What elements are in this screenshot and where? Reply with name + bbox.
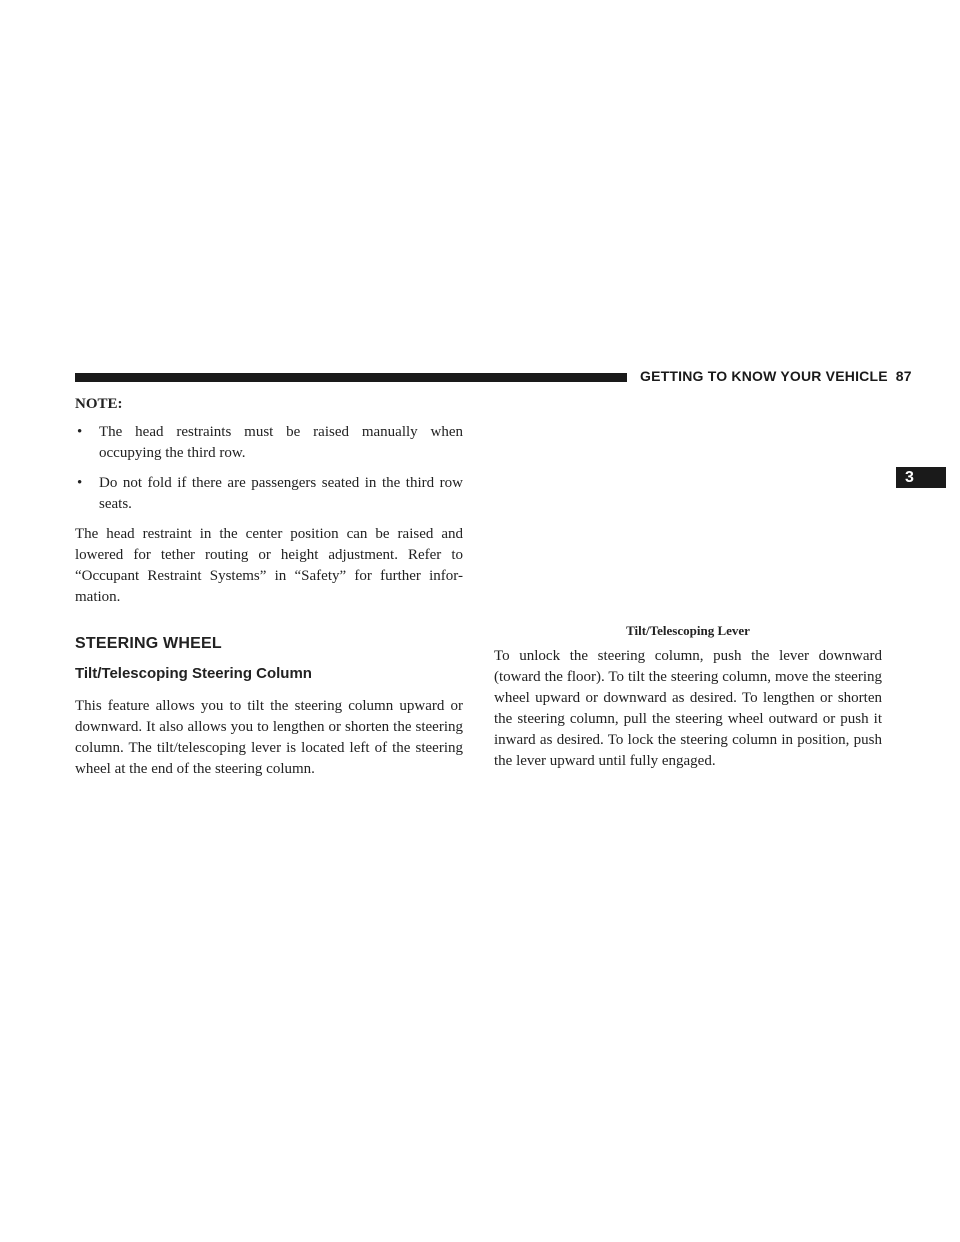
header-rule [75,373,627,382]
note-label: NOTE: [75,396,123,412]
left-column [75,394,463,780]
header-title: GETTING TO KNOW YOUR VEHICLE [640,368,888,384]
figure-caption: Tilt/Telescoping Lever [626,623,750,638]
right-column [494,622,882,772]
bullet-text: The head restraints must be raised manually when occupying the third row. [99,424,463,461]
bullet-icon: • [77,424,83,440]
subsection-heading: Tilt/Telescoping Steering Column [75,665,312,682]
chapter-tab: 3 [896,467,946,488]
head-restraint-paragraph: The head restraint in the center position can be raised and lowered for tether routing or height adjustment. Refer to “Occupant Restraint Systems” in “Safety” for further infor- mation. [75,526,463,605]
note-bullet-list [75,422,463,515]
bullet-text: Do not fold if there are passengers seated in the third row seats. [99,475,463,512]
steering-column-paragraph: This feature allows you to tilt the steering column upward or downward. It also allows you to lengthen or shorten the steering column. The tilt/telescoping lever is located left of the steering wheel at the end of the steering column. [75,698,463,777]
bullet-icon: • [77,475,83,491]
section-heading: STEERING WHEEL [75,635,222,652]
list-item [75,473,463,515]
page-number: 87 [895,368,912,384]
running-header [640,368,912,384]
list-item [75,422,463,464]
unlock-instructions-paragraph: To unlock the steering column, push the lever downward (toward the floor). To tilt the steering column, move the steering wheel upward or downward as desired. To lengthen or shorten the steering column, pull the steering wheel outward or push it inward as desired. To lock the steering column in position, push the lever upward until fully engaged. [494,648,882,769]
